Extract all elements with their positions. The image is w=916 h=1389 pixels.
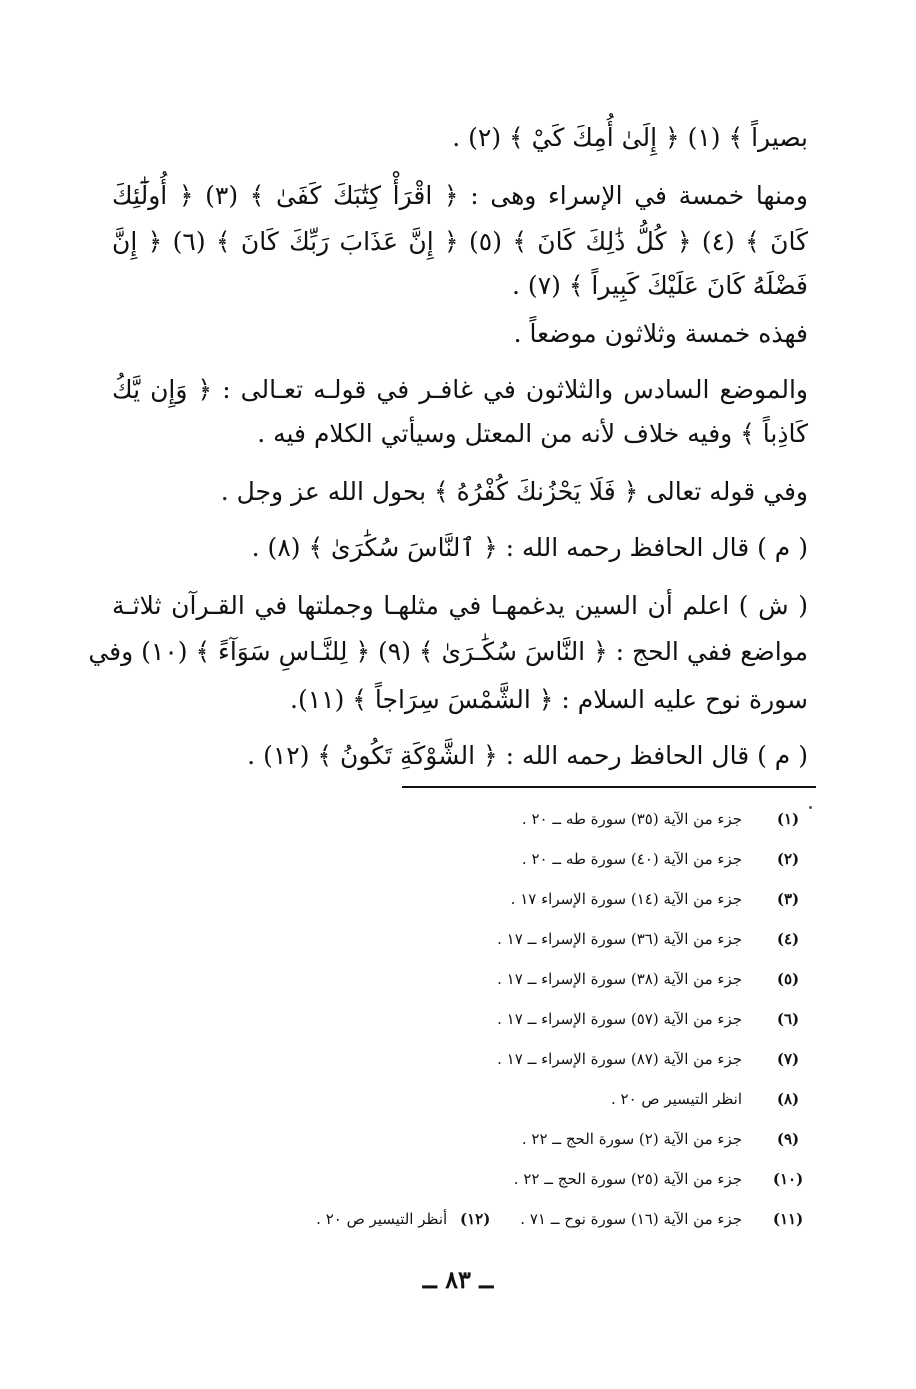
footnote-number: (٧): [776, 1050, 800, 1068]
text-line-6: والموضع السادس والثلاثون في غافـر في قولـه تعـالى : ﴿ وَإِن يَّكُ: [112, 375, 808, 404]
text-line-4: فَضْلَهُ كَانَ عَلَيْكَ كَبِيراً ﴾ (٧) .: [512, 271, 808, 300]
footnote-text: جزء من الآية (٥٧) سورة الإسراء ــ ١٧ .: [497, 1010, 742, 1028]
footnote-1: [522, 804, 816, 834]
text-line-11: مواضع ففي الحج : ﴿ النَّاسَ سُكَٰـرَىٰ ﴾ (٩) ﴿ لِلنَّـاسِ سَوَآءً ﴾ (١٠) وفي: [88, 637, 808, 666]
footnote-text: جزء من الآية (١٦) سورة نوح ــ ٧١ .: [520, 1210, 742, 1228]
footnote-text: أنظر التيسير ص ٢٠ .: [316, 1210, 448, 1228]
footnote-3: [511, 884, 816, 914]
text-line-10: ( ش ) اعلم أن السين يدغمهـا في مثلهـا وجملتها في القـرآن ثلاثـة: [112, 591, 808, 620]
footnote-text: جزء من الآية (٣٦) سورة الإسراء ــ ١٧ .: [497, 930, 742, 948]
text-line-7: كَاذِباً ﴾ وفيه خلاف لأنه من المعتل وسيأتي الكلام فيه .: [257, 419, 808, 448]
footnote-number: (٨): [776, 1090, 800, 1108]
text-line-13: ( م ) قال الحافظ رحمه الله : ﴿ الشَّوْكَةِ تَكُونُ ﴾ (١٢) .: [247, 741, 808, 770]
footnote-7: [497, 1044, 816, 1074]
text-line-9: ( م ) قال الحافظ رحمه الله : ﴿ ٱلنَّاسَ سُكَٰرَىٰ ﴾ (٨) .: [251, 533, 808, 562]
footnote-12: [316, 1204, 520, 1234]
scan-speck: [809, 806, 812, 809]
text-line-3: كَانَ ﴾ (٤) ﴿ كُلُّ ذَٰلِكَ كَانَ ﴾ (٥) ﴿ إِنَّ عَذَابَ رَبِّكَ كَانَ ﴾ (٦) ﴿ إِنَّ: [112, 227, 808, 256]
footnote-text: جزء من الآية (٣٨) سورة الإسراء ــ ١٧ .: [497, 970, 742, 988]
page-number: ــ ٨٣ ــ: [422, 1265, 494, 1294]
text-line-12: سورة نوح عليه السلام : ﴿ الشَّمْسَ سِرَاجاً ﴾ (١١).: [290, 685, 808, 714]
footnote-text: جزء من الآية (٣٥) سورة طه ــ ٢٠ .: [521, 810, 742, 828]
footnote-number: (١): [776, 810, 800, 828]
footnote-text: جزء من الآية (٨٧) سورة الإسراء ــ ١٧ .: [497, 1050, 742, 1068]
footnote-2: [522, 844, 816, 874]
footnote-number: (٩): [776, 1130, 800, 1148]
text-line-1: بصيراً ﴾ (١) ﴿ إِلَىٰ أُمِكَ كَيْ ﴾ (٢) .: [452, 123, 808, 152]
footnote-5: [497, 964, 816, 994]
footnote-number: (٢): [776, 850, 800, 868]
footnote-text: جزء من الآية (١٤) سورة الإسراء ١٧ .: [510, 890, 742, 908]
footnote-divider: [402, 786, 816, 788]
footnote-number: (٤): [776, 930, 800, 948]
footnote-8: [611, 1084, 816, 1114]
footnote-number: (٥): [776, 970, 800, 988]
footnote-text: انظر التيسير ص ٢٠ .: [610, 1090, 742, 1108]
footnote-6: [497, 1004, 816, 1034]
footnote-4: [497, 924, 816, 954]
footnote-text: جزء من الآية (٢) سورة الحج ــ ٢٢ .: [521, 1130, 742, 1148]
footnote-number: (١١): [772, 1210, 804, 1228]
footnote-number: (١٠): [772, 1170, 804, 1188]
footnote-10: [514, 1164, 816, 1194]
footnote-text: جزء من الآية (٤٠) سورة طه ــ ٢٠ .: [521, 850, 742, 868]
text-line-2: ومنها خمسة في الإسراء وهى : ﴿ اقْرَأْ كِتَٰبَكَ كَفَىٰ ﴾ (٣) ﴿ أُولَٰٓئِكَ: [112, 181, 809, 210]
text-line-5: فهذه خمسة وثلاثون موضعاً .: [513, 319, 808, 348]
text-line-8: وفي قوله تعالى ﴿ فَلَا يَحْزُنكَ كُفْرُهُ ﴾ بحول الله عز وجل .: [220, 477, 808, 506]
footnote-number: (٣): [776, 890, 800, 908]
footnote-11: [316, 1204, 816, 1234]
footnote-number: (٦): [776, 1010, 800, 1028]
footnote-number: (١٢): [459, 1210, 491, 1228]
footnote-9: [522, 1124, 816, 1154]
footnote-text: جزء من الآية (٢٥) سورة الحج ــ ٢٢ .: [513, 1170, 742, 1188]
